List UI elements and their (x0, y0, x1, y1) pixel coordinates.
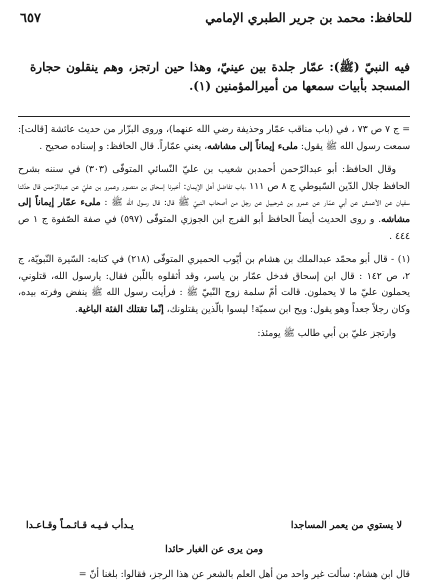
running-title: للحافظ: محمد بن جرير الطبري الإمامي (205, 10, 412, 25)
verse-left-hemistich: يـدأب فـيـه قـائـمـاً وقـاعـدا (26, 520, 134, 531)
footnote-continuation: = ج ٧ ص ٧٣ ، في (باب مناقب عمّار وحذيفة رضي الله عنهما)، وروى البزّار من حديث عائشة [قالت]: سمعت رسول الله ﷺ يقول: ملىء إيماناً إلى مشاشه، يعني عمّاراً. قال الحافظ: و إسناده صحيح . (18, 124, 411, 152)
verse-line-2: ومن يرى عن الغبار حائدا (165, 544, 263, 555)
verse-right-hemistich: لا يستوي من يعمر المساجدا (290, 520, 402, 531)
footnote-paragraph: وقال الحافظ: أبو عبدالرّحمن أحمدبن شعيب بن عليّ النّسائي المتوفّى (٣٠٣) في سننه بشرح الحافظ جلال الدّين السّيوطي ج ٨ ص ١١١ ،باب تفاضل أهل الإيمان: أخبرنا إسحاق بن منصور وعمرو بن عليّ عن عبدالرّحمن قال حدّثنا سفيان عن الأعمش عن أبي عمّار عن عمرو بن شرحبيل عن رجل من أصحاب النبيّ ﷺ قال: قال رسول الله ﷺ : ملىء عمّار إيماناً إلى مشاشه. و روى الحديث أيضاً الحافظ أبو الفرج ابن الجوزي المتوفّى (٥٩٧) في صفة الصّفوة ج ١ ص ٤٤٤ . (18, 164, 410, 242)
hadith-quote: ملىء عمّار إيماناً إلى مشاشه (18, 197, 410, 225)
hadith-quote: إنّما تقتلك الفئة الباغية (78, 303, 164, 315)
main-text: فيه النبيّ (ﷺ): عمّار جلدة بين عينيّ، وهذا حين ارتجز، وهم ينقلون حجارة المسجد بأبيات سمعها من أميرالمؤمنين (١). (30, 60, 410, 93)
verse-intro: وارتجز عليّ بن أبي طالب ﷺ يومئذ: (257, 327, 396, 339)
page-number: ٦٥٧ (20, 11, 41, 26)
page-header (20, 10, 412, 36)
footnote-last-line: قال ابن هشام: سألت غير واحد من أهل العلم بالشعر عن هذا الرجز، فقالوا: بلغنا أنّ = (78, 569, 410, 580)
verse-line-1 (26, 520, 402, 531)
footnote-1: (١) - قال أبو محمّد عبدالملك بن هشام بن أيّوب الحميري المتوفّى (٢١٨) في كتابه: السّيرة النّبويّة، ج ٢، ص ١٤٢ : قال ابن إسحاق فدخل عمّار بن ياسر، وقد أثقلوه باللّبن فقال: يارسول الله، قتلوني، يحملون عليّ ما لا يحملون. قالت أمّ سلمة زوج النّبيّ ﷺ : فرأيت رسول الله ﷺ ينفض وفرته بيده، وكان رجلاً جعداً وهو يقول: ويح ابن سميّة! ليسوا بالّذين يقتلونك، إنّما تقتلك الفئة الباغية. (18, 254, 411, 315)
footnotes (18, 122, 410, 349)
footnote-separator (18, 116, 410, 117)
hadith-quote: ملىء إيماناً إلى مشاشه (207, 140, 298, 152)
